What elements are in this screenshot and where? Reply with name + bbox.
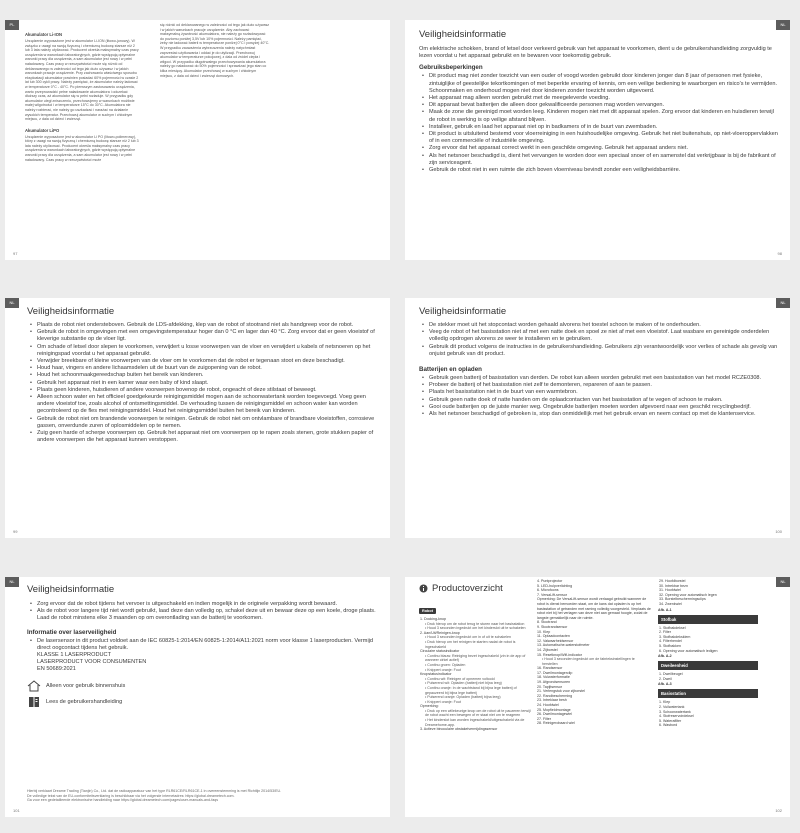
list-item: • De stekker moet uit het stopcontact worden gehaald alvorens het toestel schoon te maken of te onderhouden. bbox=[419, 322, 779, 329]
list-item: • Als het netsnoer beschadigd of gebroken is, stop dan onmiddellijk met het gebruik ervan en neem contact op met de klantenservice. bbox=[419, 411, 779, 418]
list-item: • Druk hierop om het reinigen te starten nadat de robot is ingeschakeld bbox=[419, 640, 531, 649]
list-item: 18. Vulwaterformatie bbox=[537, 675, 570, 680]
list-item: 20. Tapijtsensor bbox=[537, 684, 563, 689]
indoor-use-row bbox=[27, 680, 382, 692]
house-icon bbox=[27, 680, 41, 692]
list-item: • Als het netsnoer beschadigd is, dient het vervangen te worden door een speciaal snoer of en samenstel dat verkrijgbaar is bij de fabrikant of zijn serviceagent. bbox=[419, 153, 779, 167]
footer-line: Ga voor een gedetailleerde elektronische handleiding naar https://global.dreametech.com/pages/user-manuals-and-faqs bbox=[27, 798, 218, 803]
page-body bbox=[419, 322, 779, 418]
list-item: • Veeg de robot of het basisstation niet af met een natte doek en spoel ze niet af met een vloeistof. Laat wasbare en gereinigde onderdelen volledig opdrogen alvorens ze weer te installeren en te gebruiken. bbox=[419, 329, 779, 343]
list-item: 34. Zwenkwiel bbox=[659, 601, 682, 606]
list-item: 6. Microfoons bbox=[537, 588, 559, 593]
list-item: 7. VersaLift-sensor bbox=[537, 592, 567, 597]
page-number: 102 bbox=[775, 808, 782, 813]
list-item: • Gebruik de robot niet in een ruimte die zich boven vloerniveau bevindt zonder een veiligheidsbarrière. bbox=[419, 167, 779, 174]
section-heading: Informatie over laserveiligheid bbox=[27, 628, 117, 636]
parts-list bbox=[658, 700, 758, 728]
list-item: 25. Mopfieldmontage bbox=[537, 707, 571, 712]
laser-class-line: LASERPRODUCT VOOR CONSUMENTEN bbox=[37, 659, 147, 666]
list-item: • Plaats de robot niet ondersteboven. Gebruik de LDS-afdekking, klep van de robot of stootrand niet als handgreep voor de robot. bbox=[27, 322, 382, 329]
list-item: • Gebruik de robot niet om brandende voorwerpen te reinigen. Gebruik de robot niet om ontvlambare of brandbare vloeistoffen, corrosieve gassen, onverdunde zuren of oplosmiddelen op te nemen. bbox=[27, 416, 382, 430]
list-item: 5. Waterafilter bbox=[659, 718, 682, 723]
list-item: 32. Opening voor automatisch legen bbox=[659, 592, 717, 597]
column-3 bbox=[658, 579, 758, 728]
footer-line: De volledige tekst van de EU-conformiteitsverklaring is beschikbaar via het volgende internetadres: https://global.dreametech.com. bbox=[27, 793, 235, 798]
list-item: • Continu blauw: Reiniging bezet ingeschakeld (zin in de app of wanneer cirkel actief) bbox=[419, 654, 531, 663]
page-body bbox=[419, 46, 779, 174]
list-item: Circulaire statusindicator bbox=[420, 649, 460, 654]
list-item: • Pulserend wit: Opladen (batterij niet bijna leeg) bbox=[419, 681, 531, 686]
list-item: 16. Randsensor bbox=[537, 666, 563, 671]
list-item: • Als de robot voor langere tijd niet wordt gebruikt, laad deze dan volledig op, schakel deze uit en bewaar deze op een koele, droge plaats. Laad de robot minstens elke 3 maanden op om overontlading van de batterij te voorkomen. bbox=[27, 608, 382, 622]
page-100 bbox=[405, 298, 790, 538]
list-item: • Het apparaat mag alleen worden gebruikt met de meegeleverde voeding. bbox=[419, 95, 779, 102]
page-102 bbox=[405, 577, 790, 817]
list-item: • Druk op een willekeurige knop om de robot uit te pauzeren terwijl de robot wacht een bewegen of er staat niet om te reageren bbox=[419, 709, 531, 718]
list-item: 14. Zijborstel bbox=[537, 647, 558, 652]
list-item: 9. Stootrandsensor bbox=[537, 624, 568, 629]
list-item: • De lasersensor in dit product voldoet aan de IEC 60825-1:2014/EN 60825-1:2014/A11:2021 norm voor klasse 1 laserproducten. Vermijd direct oogcontact tijdens het gebruik. bbox=[27, 638, 382, 652]
language-tab: PL bbox=[5, 20, 19, 30]
base-station-label: Basisstation bbox=[658, 689, 758, 698]
figure-reference: Afb. A-1 bbox=[658, 607, 672, 612]
column-1 bbox=[25, 32, 140, 162]
product-overview-header bbox=[419, 583, 503, 594]
list-item: 1. Klep bbox=[659, 700, 671, 705]
list-item: 3. Schoonwatertank bbox=[659, 709, 691, 714]
figure-reference: Afb. A-3 bbox=[658, 682, 672, 687]
page-title: Productoverzicht bbox=[432, 583, 503, 594]
page-number: 97 bbox=[13, 251, 18, 256]
paragraph: Urządzenie wyposażone jest w akumulator Li-ION (litowo-jonowy). W związku z uwagi na swoją fizyczną i chemiczną budowę starsze niż 2 lub 3 lata należy utylizować. Producent określa maksymalny czas pracy urządzenia w warunkach laboratoryjnych, gdzie występują optymalne warunki pracy dla urządzenia, a sam akumulator jest nowy i w pełni naładowany. Czas pracy w rzeczywistości może się różnić od deklarowanego w zależności od tego jak dużo używasz i w jakich warunkach pracuje urządzenie. Przy zachowaniu właściwego sposobu eksploatacji akumulator powinien posiadać 60% pojemności w czasie 2 lat lub 300 cykli pracy. Należy pamiętać, że akumulator należy ładować w temperaturze 0°C - 40°C. Po pierwszym zastosowaniu urządzenia, warto przeprowadzić pełne naładowanie akumulatora i odczekać dłuższy czas, aż akumulator się w pełni rozładuje. W przypadku gdy akumulator uległ zniszczeniu, przechowujemy w warunkach możliwie małej wilgotności i w temperaturze 15°C do 30°C. Akumulatora nie należy rozbierać, nie należy go uszkadzać i narażać na działanie wysokich temperatur. Przechowuj akumulator w suchym i chłodnym miejscu, z dala od dzieci i zwierząt. bbox=[25, 39, 139, 122]
list-item: • Dit product mag niet zonder toezicht van een ouder of voogd worden gebruikt door kinderen jonger dan 8 jaar of personen met fysieke, zintuiglijke of geestelijke tekortkomingen of met beperkte ervaring of kennis, om een veilige bediening te waarborgen en risico's te vermijden. Schoonmaken en onderhoud mogen niet door kinderen zonder toezicht worden uitgevoerd. bbox=[419, 73, 779, 95]
indoor-use-text: Alleen voor gebruik binnenshuis bbox=[46, 682, 126, 689]
list-item: • Om schade of letsel door slepen te voorkomen, verwijdert u losse voorwerpen van de vloer en verwijdert u kabels of netsnoeren op het reinigingspad voordat u het apparaat gebruikt. bbox=[27, 344, 382, 358]
page-number: 101 bbox=[13, 808, 20, 813]
list-item: • Gebruik dit product volgens de instructies in de gebruikershandleiding. Gebruikers zijn verantwoordelijk voor verlies of schade als gevolg van onjuist gebruik van dit product. bbox=[419, 344, 779, 358]
section-heading: Akumulator LiPO bbox=[25, 127, 60, 133]
list-item: 31. Hoofdwiel bbox=[659, 588, 681, 593]
read-manual-text: Lees de gebruikershandleiding bbox=[46, 698, 123, 705]
language-tab: NL bbox=[5, 577, 19, 587]
list-item: 8. Stootrand bbox=[537, 620, 557, 625]
laser-class-line: KLASSE 1 LASERPRODUCT bbox=[37, 652, 111, 659]
parts-list bbox=[658, 672, 758, 681]
list-item: 22. Randbescherming bbox=[537, 693, 573, 698]
list-item: 1. Dweilbeugel bbox=[659, 672, 683, 677]
page-97 bbox=[5, 20, 390, 260]
parts-list bbox=[536, 579, 651, 726]
page-body bbox=[27, 322, 382, 444]
list-item: • Houd het schoonmaakgereedschap buiten het bereik van kinderen. bbox=[27, 372, 382, 379]
page-number: 100 bbox=[775, 529, 782, 534]
page-title: Veiligheidsinformatie bbox=[419, 29, 507, 40]
read-manual-row bbox=[27, 696, 382, 708]
list-item: • Maak de zone die gereinigd moet worden leeg. Kinderen mogen niet met dit apparaat spelen. Zorg ervoor dat kinderen en huisdieren terwijl de robot in werking is op veilige afstand blijven. bbox=[419, 109, 779, 123]
list-item: • Gebruik het apparaat niet in een kamer waar een baby of kind slaapt. bbox=[27, 380, 382, 387]
list-item: • Druk hierop om de robot terug te sturen naar het basisstation bbox=[419, 622, 531, 627]
manual-book-icon bbox=[27, 696, 41, 708]
list-item: • Continu oranje: In de wachtstand bij bijna lege batterij of gepauzeerd bij bijna lege batterij bbox=[419, 686, 531, 695]
list-item: 23. Intreklaar besh bbox=[537, 698, 567, 703]
list-item: 24. Hoofdwiel bbox=[537, 703, 559, 708]
list-item: • Zuig geen harde of scherpe voorwerpen op. Gebruik het apparaat niet om voorwerpen op te rapen zoals stenen, grote stukken papier of andere voorwerpen die het apparaat kunnen verstoppen. bbox=[27, 430, 382, 444]
list-item: 28. Reinigerobaard wiel bbox=[537, 721, 575, 726]
page-title: Veiligheidsinformatie bbox=[27, 306, 115, 317]
list-item: • Continu groen: Opladen bbox=[419, 663, 531, 668]
list-item: 6. Wasbord bbox=[659, 723, 678, 728]
section-heading: Batterijen en opladen bbox=[419, 366, 482, 374]
section-heading: Gebruiksbeperkingen bbox=[419, 64, 483, 72]
dustbin-label: Stofbak bbox=[658, 615, 758, 624]
bullet-list bbox=[419, 322, 779, 358]
list-item: • Houd 3 seconden ingedrukt om de fabrieksinstellingen te herstellen bbox=[536, 657, 651, 666]
list-item: 30. Intrekbar bezn bbox=[659, 583, 688, 588]
list-item: • Zorg ervoor dat het apparaat correct werkt in een geschikte omgeving. Gebruik het apparaat anders niet. bbox=[419, 145, 779, 152]
language-tab: NL bbox=[5, 298, 19, 308]
page-101 bbox=[5, 577, 390, 817]
list-item: 27. Filter bbox=[537, 716, 551, 721]
page-99 bbox=[5, 298, 390, 538]
list-item: 11. Oplaadcontacten bbox=[537, 634, 570, 639]
bullet-list bbox=[27, 638, 382, 652]
page-title: Veiligheidsinformatie bbox=[419, 306, 507, 317]
list-item: 4. Puntprojector bbox=[537, 579, 563, 583]
list-item: 1. Docking-knop bbox=[420, 617, 446, 621]
list-item: 5. LED-hulpverlichting bbox=[537, 583, 573, 588]
list-item: 33. Borstelbeschermingsclips bbox=[659, 597, 706, 602]
list-item: • Continu wit: Reinigen of opnemen voltooid bbox=[419, 677, 531, 682]
paragraph: się różnić od deklarowanego w zależności od tego jak dużo używasz i w jakich warunkach pracuje urządzenie. Aby zachować maksymalną żywotność akumulatora, nie należy go rozładowywać do poziomu poniżej 3,5V lub 10% pojemności. Należy pamiętać, żeby nie ładować baterii w temperaturze poniżej 0°C i powyżej 40°C. W przypadku zauważenia wybrzuszenia należy natychmiast zaprzestać użytkowania i oddać je do utylizacji. Przechowuj akumulator w temperaturze pokojowej, z dala od źródeł ciepła i wilgoci. W przypadku długotrwałego przechowywania akumulatora należy go naładować do 50% pojemności i sprawdzać jego stan co kilka miesięcy. Akumulator przechowuj w suchym i chłodnym miejscu, z dala od dzieci i zwierząt domowych. bbox=[160, 23, 270, 78]
list-item: 1. Stofbakdeksel bbox=[659, 625, 686, 630]
list-item: 10. Klep bbox=[537, 629, 551, 634]
list-item: • Gooi oude batterijen op de juiste manier weg. Ongebruikte batterijen moeten worden afgevoerd naar een geschikt recyclingbedrijf. bbox=[419, 404, 779, 411]
column-1 bbox=[419, 599, 531, 732]
footer-notes bbox=[27, 789, 382, 803]
info-icon bbox=[419, 584, 428, 593]
list-item: • Knippert oranje: Fout bbox=[419, 700, 531, 705]
list-item: 29. Hoofdborstel bbox=[659, 579, 686, 583]
bullet-list bbox=[419, 375, 779, 418]
laser-class-line: EN 50689:2021 bbox=[37, 666, 76, 673]
intro-paragraph: Om elektrische schokken, brand of letsel door verkeerd gebruik van het apparaat te voorkomen, dient u de gebruikershandleiding zorgvuldig te lezen voordat u het apparaat gebruikt en te bewaren voor toekomstig gebruik. bbox=[419, 46, 772, 60]
list-item: 2. Aan/Uit/Reinigen-knop bbox=[420, 630, 460, 635]
figure-reference: Afb. A-2 bbox=[658, 654, 672, 659]
bullet-list bbox=[419, 73, 779, 174]
section-heading: Akumulator Li-ION bbox=[25, 32, 62, 37]
list-item: • Houd haar, vingers en andere lichaamsdelen uit de buurt van de zuigopening van de robot. bbox=[27, 365, 382, 372]
list-item: • Houd 3 seconden ingedrukt om in of uit te schakelen bbox=[419, 635, 531, 640]
bullet-list bbox=[27, 601, 382, 623]
list-item: 4. Filterhendel bbox=[659, 639, 682, 644]
list-item: • Gebruik de robot in omgevingen met een omgevingstemperatuur hoger dan 0 °C en lager dan 40 °C. Zorg ervoor dat er geen vloeistof of kleverige substantie op de vloer ligt. bbox=[27, 329, 382, 343]
robot-label: Robot bbox=[419, 608, 436, 614]
language-tab: NL bbox=[776, 298, 790, 308]
list-item: 13. Automatische-waterstofmeter bbox=[537, 643, 590, 648]
list-item: • Plaats geen kinderen, huisdieren of andere voorwerpen bovenop de robot, ongeacht of deze stilstaat of beweegt. bbox=[27, 387, 382, 394]
list-item: • Gebruik geen batterij of basisstation van derden. De robot kan alleen worden gebruikt met een basisstation van het model RCZE0308. bbox=[419, 375, 779, 382]
list-item: 2. Dweil bbox=[659, 676, 672, 681]
list-item: • Installeer, gebruik en laad het apparaat niet op in badkamers of in de buurt van zwembaden. bbox=[419, 124, 779, 131]
list-item: • Verwijder breekbare of kleine voorwerpen van de vloer om te voorkomen dat de robot er tegenaan stoot en deze beschadigt. bbox=[27, 358, 382, 365]
list-item: • Gebruik geen natte doek of natte handen om de oplaadcontacten van het basisstation af te vegen of schoon te maken. bbox=[419, 397, 779, 404]
parts-list bbox=[419, 617, 531, 732]
list-item: • Knippert oranje: Fout bbox=[419, 668, 531, 673]
list-item: 5. Stofbakken bbox=[659, 643, 681, 648]
list-item: 17. Dweilmontagerclip bbox=[537, 670, 573, 675]
list-item: • Dit product is uitsluitend bestemd voor vloerreiniging in een huishoudelijke omgeving. Gebruik het niet buitenshuis, op niet-vloeroppervlakken of in een commerciële of industriële omgeving. bbox=[419, 131, 779, 145]
list-item: • Pulserend oranje: Opladen (batterij bijna leeg) bbox=[419, 695, 531, 700]
list-item: • Zorg ervoor dat de robot tijdens het vervoer is uitgeschakeld en indien mogelijk in de originele verpakking wordt bewaard. bbox=[27, 601, 382, 608]
column-2 bbox=[536, 579, 651, 726]
page-title: Veiligheidsinformatie bbox=[27, 584, 115, 595]
language-tab: NL bbox=[776, 577, 790, 587]
page-number: 98 bbox=[777, 251, 782, 256]
list-item: • Probeer de batterij of het basisstation niet zelf te demonteren, repareren of aan te passen. bbox=[419, 382, 779, 389]
page-number: 99 bbox=[13, 529, 18, 534]
list-item: 12. Valwaarheidsensor bbox=[537, 638, 574, 643]
list-item: • Het kinderslot kan worden ingeschakeld/uitgeschakeld via de Dreamehome-app. bbox=[419, 718, 531, 727]
list-item: 15. Resetknop/Wifi-indicator bbox=[537, 652, 582, 657]
mop-unit-label: Dweileenheid bbox=[658, 661, 758, 670]
list-item: • Alleen schoon water en het officieel goedgekeurde reinigingsmiddel mogen aan de schoonwatertank worden toegevoegd. Voeg geen andere vloeistof toe, zoals alcohol of ontsmettingsmiddel. De verhouding tussen de reinigingsmiddel en schoon water kan worden gecontroleerd op de fles met reinigingsmiddel. Houd het reinigingsmiddel buiten het bereik van kinderen. bbox=[27, 394, 382, 416]
page-98 bbox=[405, 20, 790, 260]
parts-list bbox=[658, 626, 758, 654]
list-item: 2. Vuilwatertank bbox=[659, 704, 685, 709]
list-item: Knopstatusindicator bbox=[420, 672, 452, 677]
list-item: Opmerking: De VersaLift-sensor wordt verlaagd gebruikt wanneer de robot is dienst bemoeden staat, om de kans dat opladen is op het basisstation of getranden met raming volledig voorgesteld. Verplaats de robot niet bij het verlagen van deze niet aan gemaat hoogte, zodat de langste gemakkelijk naar de ruimte. bbox=[537, 597, 651, 620]
footer-line: Hierbij verklaart Dreame Trading (Tianjin) Co., Ltd. dat de radioapparatuur van het type RLR61CE/RLR61CE-1 in overeenstemming is met Richtlijn 2014/53/EU. bbox=[27, 789, 282, 793]
list-item: 6. Opening voor automatisch ledigen bbox=[659, 648, 718, 653]
list-item: • Plaats het basisstation niet in de buurt van een warmtebron. bbox=[419, 389, 779, 396]
language-tab: NL bbox=[776, 20, 790, 30]
parts-list bbox=[658, 579, 758, 607]
list-item: • Dit apparaat bevat batterijen die alleen door gekwalificeerde personen mag worden vervangen. bbox=[419, 102, 779, 109]
list-item: 21. Verlengstuk voor zijborstel bbox=[537, 689, 585, 694]
list-item: 26. Dweilmontagewiel bbox=[537, 712, 572, 717]
column-2 bbox=[160, 23, 270, 78]
list-item: Opmerking: bbox=[420, 704, 439, 709]
list-item: 4. Stofreservoirdeksel bbox=[659, 714, 694, 719]
list-item: 19. Afgrondsensoren bbox=[537, 680, 571, 685]
list-item: 3. Stofbakdeksklem bbox=[659, 634, 691, 639]
list-item: 2. Filter bbox=[659, 630, 671, 635]
bullet-list bbox=[27, 322, 382, 444]
list-item: 3. Actieve binoculaire obstakelvermijdingssensor bbox=[420, 727, 498, 732]
page-body bbox=[27, 601, 382, 708]
list-item: • Houd 3 seconden ingedrukt om het kinderslot uit te schakelen bbox=[419, 626, 531, 631]
paragraph: Urządzenie wyposażone jest w akumulator Li PO (litowo-polimerowy), który z uwagi na swoją fizyczną i chemiczną budowę starsze niż 2 lub 3 lata należy utylizować. Producent określa maksymalny czas pracy urządzenia w warunkach laboratoryjnych, gdzie występują optymalne warunki pracy dla urządzenia, a sam akumulator jest nowy i w pełni naładowany. Czas pracy w rzeczywistości może bbox=[25, 134, 139, 162]
